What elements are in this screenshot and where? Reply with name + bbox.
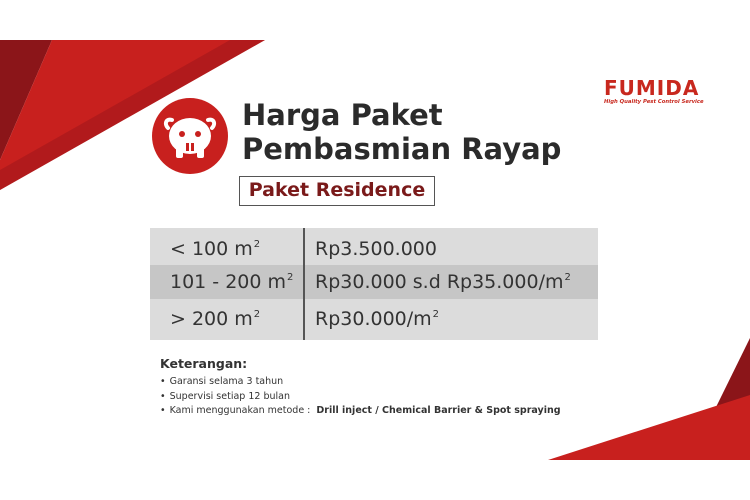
- notes-section: [160, 356, 561, 419]
- price-cell: [303, 271, 571, 293]
- page-title: [242, 98, 561, 166]
- table-row: [150, 265, 598, 299]
- logo-tagline: High Quality Pest Control Service: [604, 99, 704, 105]
- area-text: < 100 m: [170, 238, 253, 260]
- area-text: 101 - 200 m: [170, 271, 287, 293]
- column-divider: [303, 228, 305, 340]
- area-exponent: 2: [253, 309, 261, 320]
- area-cell: [150, 238, 303, 260]
- fumida-logo: [604, 78, 714, 108]
- price-exponent: 2: [432, 309, 440, 320]
- note-text: Kami menggunakan metode :: [169, 405, 311, 416]
- bullet-icon: •: [160, 405, 166, 416]
- price-text: Rp30.000/m: [315, 308, 432, 330]
- note-text: Supervisi setiap 12 bulan: [169, 390, 290, 402]
- bullet-icon: •: [160, 376, 166, 387]
- list-item: [160, 390, 561, 405]
- termite-badge: [152, 98, 228, 174]
- termite-icon: [152, 98, 228, 174]
- title-line-2: Pembasmian Rayap: [242, 132, 562, 166]
- table-row: [150, 302, 598, 336]
- bottom-right-red-shape: [548, 395, 750, 460]
- area-exponent: 2: [287, 272, 294, 283]
- package-label: Paket Residence: [239, 176, 435, 206]
- area-text: > 200 m: [170, 308, 253, 330]
- price-table: [150, 228, 598, 340]
- price-text: Rp30.000 s.d Rp35.000/m: [315, 271, 564, 293]
- area-exponent: 2: [253, 239, 261, 250]
- bullet-icon: •: [160, 390, 166, 402]
- price-cell: [303, 308, 439, 330]
- area-cell: [150, 271, 303, 293]
- list-item: [160, 375, 561, 390]
- price-exponent: 2: [564, 272, 571, 283]
- method-text: Drill inject / Chemical Barrier & Spot spraying: [316, 405, 561, 416]
- note-text: Garansi selama 3 tahun: [169, 376, 284, 387]
- title-line-1: Harga Paket: [242, 98, 443, 132]
- price-cell: [303, 238, 437, 260]
- table-row: [150, 232, 598, 266]
- price-text: Rp3.500.000: [315, 238, 437, 260]
- notes-title: Keterangan:: [160, 356, 248, 371]
- area-cell: [150, 308, 303, 330]
- list-item: [160, 404, 561, 419]
- logo-wordmark: FUMIDA: [604, 76, 700, 100]
